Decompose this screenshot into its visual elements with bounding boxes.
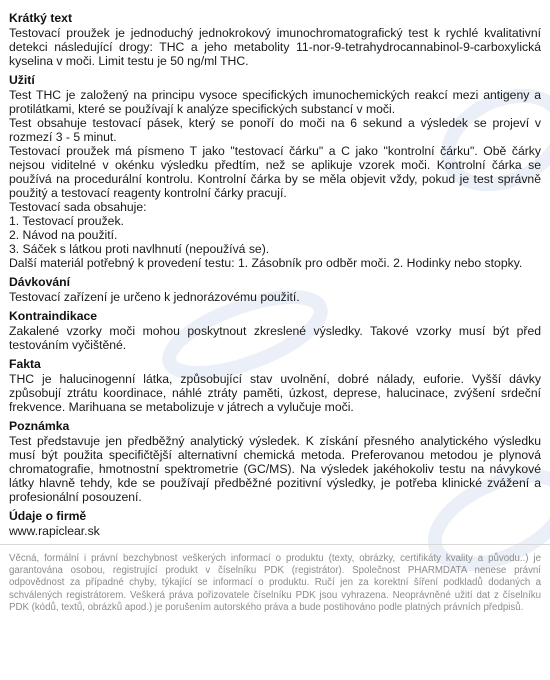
section-title: Dávkování <box>9 275 70 289</box>
section-poznamka <box>9 419 541 504</box>
section-paragraph: Test představuje jen předběžný analytický výsledek. K získání přesného analytického výsledku musí být použita specifičtější alternativní chemická metoda. Preferovanou metodou je plynová chromatografie, hmotnostní spektrometrie (GC/MS). Na výsledek jakéhokoliv testu na návykové látky hlavně tehdy, kde se používají předběžné pozitivní výsledky, je potřeba klinické zvážení a profesionální posouzení. <box>9 434 541 504</box>
section-fakta <box>9 357 541 414</box>
section-title: Poznámka <box>9 419 70 433</box>
section-paragraph: Další materiál potřebný k provedení testu: 1. Zásobník pro odběr moči. 2. Hodinky nebo stopky. <box>9 256 523 270</box>
section-title: Fakta <box>9 357 41 371</box>
section-kontraindikace <box>9 309 541 352</box>
section-paragraph: THC je halucinogenní látka, způsobující stav uvolnění, dobré nálady, euforie. Vyšší dávky způsobují ztrátu koordinace, náhlé ztráty paměti, úzkost, deprese, halucinace, zvýšení srdeční frekvence. Marihuana se metabolizuje v játrech a vylučuje moči. <box>9 372 541 414</box>
company-website: www.rapiclear.sk <box>9 524 100 538</box>
section-kratky-text <box>9 11 541 68</box>
section-title: Užití <box>9 73 35 87</box>
section-title: Údaje o firmě <box>9 509 87 523</box>
list-item: 3. Sáček s látkou proti navlhnutí (nepoužívá se). <box>9 242 270 256</box>
list-item: 2. Návod na použití. <box>9 228 118 242</box>
legal-disclaimer: Věcná, formální i právní bezchybnost veškerých informací o produktu (texty, obrázky, certifikáty kvality a původu..) je garantována osobou, registrující produkt v číselníku PDK (registrátor). Společnost PHARMDATA nenese právní odpovědnost za případné chyby, týkající se informací o produktu. Ručí jen za korektní šíření podkladů dodaných a schválených registrátorem. Veškerá práva pořizovatele číselníku PDK jsou vyhrazena. Neoprávněné užití dat z číselníku PDK (kódů, textů, obrázků apod.) je porušením autorského práva a bude postihováno podle platných právních předpisů. <box>9 553 541 613</box>
section-paragraph: Testovací sada obsahuje: <box>9 200 147 214</box>
section-paragraph: Testovací zařízení je určeno k jednorázovému použití. <box>9 290 300 304</box>
section-paragraph: Test obsahuje testovací pásek, který se ponoří do moči na 6 sekund a výsledek se projeví v rozmezí 3 - 5 minut. <box>9 116 541 144</box>
section-udaje-o-firme <box>9 509 541 538</box>
list-item: 1. Testovací proužek. <box>9 214 124 228</box>
section-paragraph: Testovací proužek je jednoduchý jednokrokový imunochromatografický test k rychlé kvalitativní detekci následující drogy: THC a jeho metabolity 11-nor-9-tetrahydrocannabinol-9-carboxylická kyselina v moči. Limit testu je 50 ng/ml THC. <box>9 26 541 68</box>
section-paragraph: Testovací proužek má písmeno T jako "testovací čárku" a C jako "kontrolní čárku". Obě čárky nejsou viditelné v okénku výsledku předtím, než se aplikuje vzorek moči. Kontrolní čárka se používá na procedurální kontrolu. Kontrolní čárka by se měla objevit vždy, pokud je test správně použitý a testovací reagenty kontrolní čárky pracují. <box>9 144 541 200</box>
section-title: Kontraindikace <box>9 309 98 323</box>
section-uziti <box>9 73 541 270</box>
section-davkovani <box>9 275 541 304</box>
section-title: Krátký text <box>9 11 72 25</box>
section-paragraph: Test THC je založený na principu vysoce specifických imunochemických reakcí mezi antigeny a protilátkami, které se používají k analýze specifických substancí v moči. <box>9 88 541 116</box>
section-paragraph: Zakalené vzorky moči mohou poskytnout zkreslené výsledky. Takové vzorky musí být před testováním vyčištěné. <box>9 324 541 352</box>
